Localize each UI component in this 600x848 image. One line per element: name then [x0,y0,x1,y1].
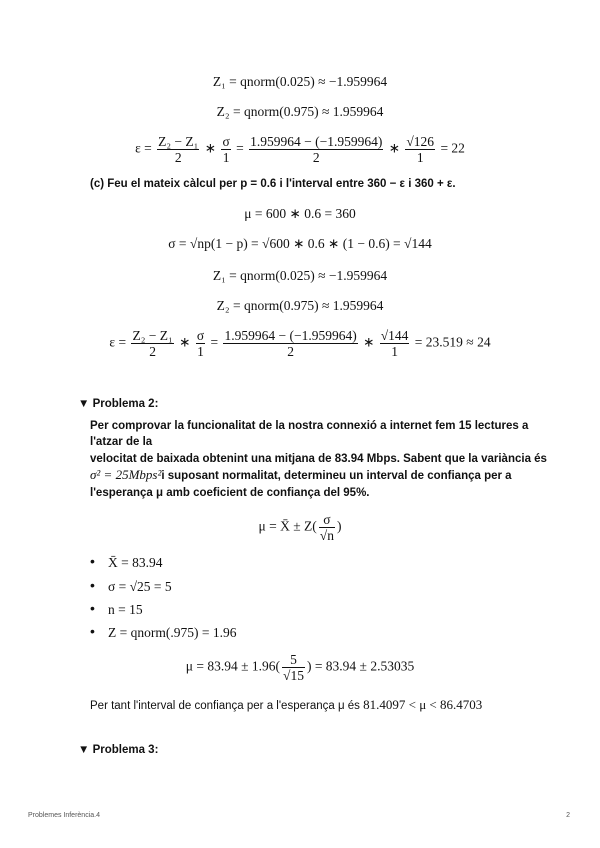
bullet-xbar: X̄ = 83.94 [108,555,163,570]
problem2-statement-line2: l'atzar de la [90,436,153,448]
eq-sigma-c: σ = √np(1 − p) = √600 ∗ 0.6 ∗ (1 − 0.6) = √144 [168,236,432,251]
part-c-heading: (c) Feu el mateix càlcul per p = 0.6 i l'interval entre 360 − ε i 360 + ε. [90,178,456,190]
bullet-z: Z = qnorm(.975) = 1.96 [108,625,237,640]
bullet-n: n = 15 [108,602,143,617]
problem2-toggle[interactable]: ▼ Problema 2: [78,398,159,410]
eq-mu-c: μ = 600 ∗ 0.6 = 360 [244,206,356,221]
bullet-sigma: σ = √25 = 5 [108,579,172,594]
problem2-statement-line3: velocitat de baixada obtenint una mitjana de 83.94 Mbps. Sabent que la variància és [90,453,547,465]
eq-z1-b: Z₁ = qnorm(0.025) ≈ −1.959964 [212,74,388,89]
bullet-dot: • [90,577,95,593]
eq-z2-b: Z₂ = qnorm(0.975) ≈ 1.959964 [216,104,384,119]
problem2-result: μ = 83.94 ± 1.96( $\frac{5}{√15}$ ) = 83.94 ± 2.53035 [185,652,415,683]
problem2-conclusion: Per tant l'interval de confiança per a l'esperança μ és 81.4097 < μ < 86.4703 [90,697,483,712]
eq-epsilon-c: ε = $\frac{\text{Z₂ − Z₁}}{2}$ ∗ $\frac{\sigma}{1}$ = $\frac{1.959964 - (-1.959964)}{2}$ ∗ $\frac{√144}{1}$ = 23.519 ≈ 24 [109,328,491,359]
bullet-dot: • [90,600,95,616]
problem3-toggle[interactable]: ▼ Problema 3: [78,744,159,756]
eq-z2-c: Z₂ = qnorm(0.975) ≈ 1.959964 [216,298,384,313]
eq-epsilon-b: ε = $\frac{\text{Z₂ − Z₁}}{2}$ ∗ $\frac{\sigma}{1}$ = $\frac{1.959964 - (-1.959964)}{2}$ ∗ $\frac{√126}{1}$ = 22 [135,134,465,165]
problem2-statement-line4: σ² = 25Mbps²i suposant normalitat, determineu un interval de confiança per a [90,467,512,482]
eq-z1-c: Z₁ = qnorm(0.025) ≈ −1.959964 [212,268,388,283]
footer-doc-title: Problemes Inferència.4 [28,812,100,819]
bullet-dot: • [90,623,95,639]
bullet-dot: • [90,553,95,569]
problem2-formula: μ = X̄ ± Z( $\frac{\sigma}{√n}$ ) [258,512,342,543]
footer-page-number: 2 [566,812,570,819]
problem2-statement-line5: l'esperança μ amb coeficient de confiança del 95%. [90,487,370,499]
problem2-statement-line1: Per comprovar la funcionalitat de la nostra connexió a internet fem 15 lectures a [90,420,529,432]
